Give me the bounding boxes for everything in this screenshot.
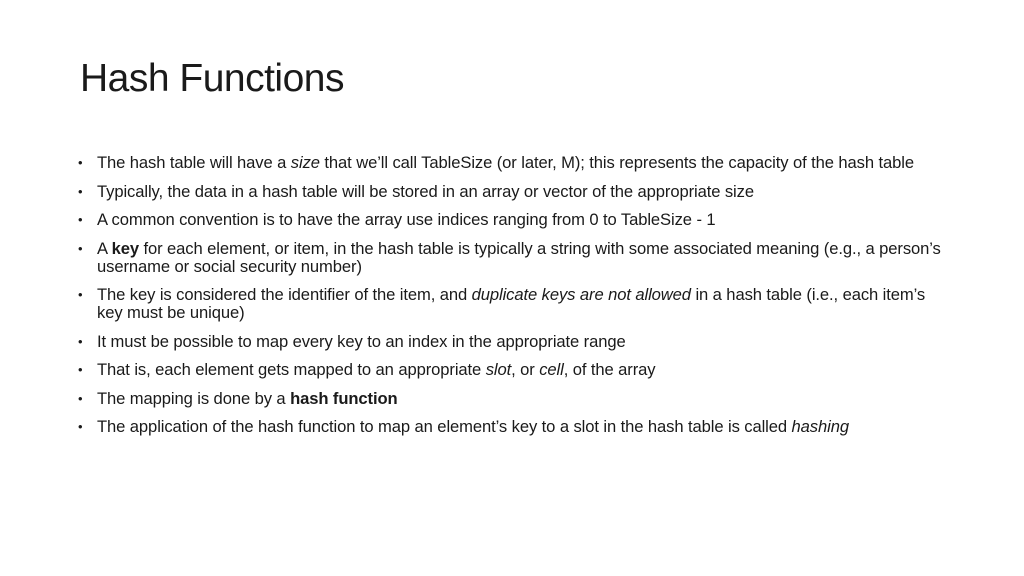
bullet-text-segment: The application of the hash function to map an element’s key to a slot in the hash table is called — [97, 417, 792, 436]
bullet-item-3 — [78, 211, 948, 229]
bullet-text — [97, 153, 914, 172]
bullet-text-segment: A — [97, 238, 112, 258]
bullet-dot-icon: • — [78, 333, 83, 349]
bullet-item-7 — [78, 361, 948, 379]
bullet-item-9 — [78, 418, 948, 436]
bullet-item-6 — [78, 333, 948, 351]
bullet-text-segment: The key is considered the identifier of the item, and — [97, 285, 472, 304]
bullet-list — [78, 154, 948, 447]
bullet-text — [97, 332, 626, 351]
bullet-text-segment: It must be possible to map every key to an index in the appropriate range — [97, 331, 626, 351]
bullet-text-segment: that we’ll call TableSize (or later, M); this represents the capacity of the hash table — [319, 153, 914, 172]
bullet-text-segment: Typically, the data in a hash table will be stored in an array or vector of the appropriate size — [97, 181, 754, 201]
bullet-text — [97, 285, 925, 322]
bullet-dot-icon: • — [78, 155, 83, 170]
bullet-text — [97, 239, 941, 276]
bullet-item-2 — [78, 183, 948, 201]
bullet-text-segment: hashing — [791, 417, 849, 436]
bullet-dot-icon: • — [78, 183, 83, 199]
bullet-text — [97, 360, 655, 379]
bullet-text-segment: cell — [539, 360, 564, 379]
bullet-text — [97, 210, 716, 229]
bullet-dot-icon: • — [78, 362, 83, 377]
bullet-text — [97, 417, 849, 436]
bullet-text — [97, 182, 754, 201]
bullet-text-segment: A common convention is to have the array use indices ranging from 0 to TableSize - 1 — [97, 210, 716, 229]
bullet-text — [97, 389, 398, 408]
bullet-dot-icon: • — [78, 419, 83, 434]
bullet-item-8 — [78, 390, 948, 408]
bullet-text-segment: The mapping is done by a — [97, 388, 291, 408]
bullet-dot-icon: • — [78, 390, 83, 406]
bullet-text-segment: size — [290, 153, 320, 172]
bullet-text-segment: , or — [511, 360, 540, 379]
slide-title: Hash Functions — [80, 57, 344, 100]
bullet-text-segment: , of the array — [563, 360, 656, 379]
bullet-text-segment: key — [111, 238, 139, 258]
bullet-dot-icon: • — [78, 287, 83, 302]
bullet-item-4 — [78, 240, 948, 276]
bullet-item-1 — [78, 154, 948, 172]
bullet-text-segment: in a hash table (i.e., each item’s key must be unique) — [97, 285, 926, 322]
bullet-text-segment: The hash table will have a — [97, 153, 291, 172]
bullet-text-segment: duplicate keys are not allowed — [471, 285, 691, 304]
bullet-dot-icon: • — [78, 240, 83, 256]
bullet-text-segment: hash function — [290, 388, 398, 408]
bullet-text-segment: for each element, or item, in the hash table is typically a string with some associated meaning (e.g., a person’s username or social security number) — [97, 238, 941, 276]
bullet-text-segment: slot — [485, 360, 512, 379]
bullet-text-segment: That is, each element gets mapped to an appropriate — [97, 360, 486, 379]
bullet-dot-icon: • — [78, 212, 83, 227]
bullet-item-5 — [78, 286, 948, 322]
